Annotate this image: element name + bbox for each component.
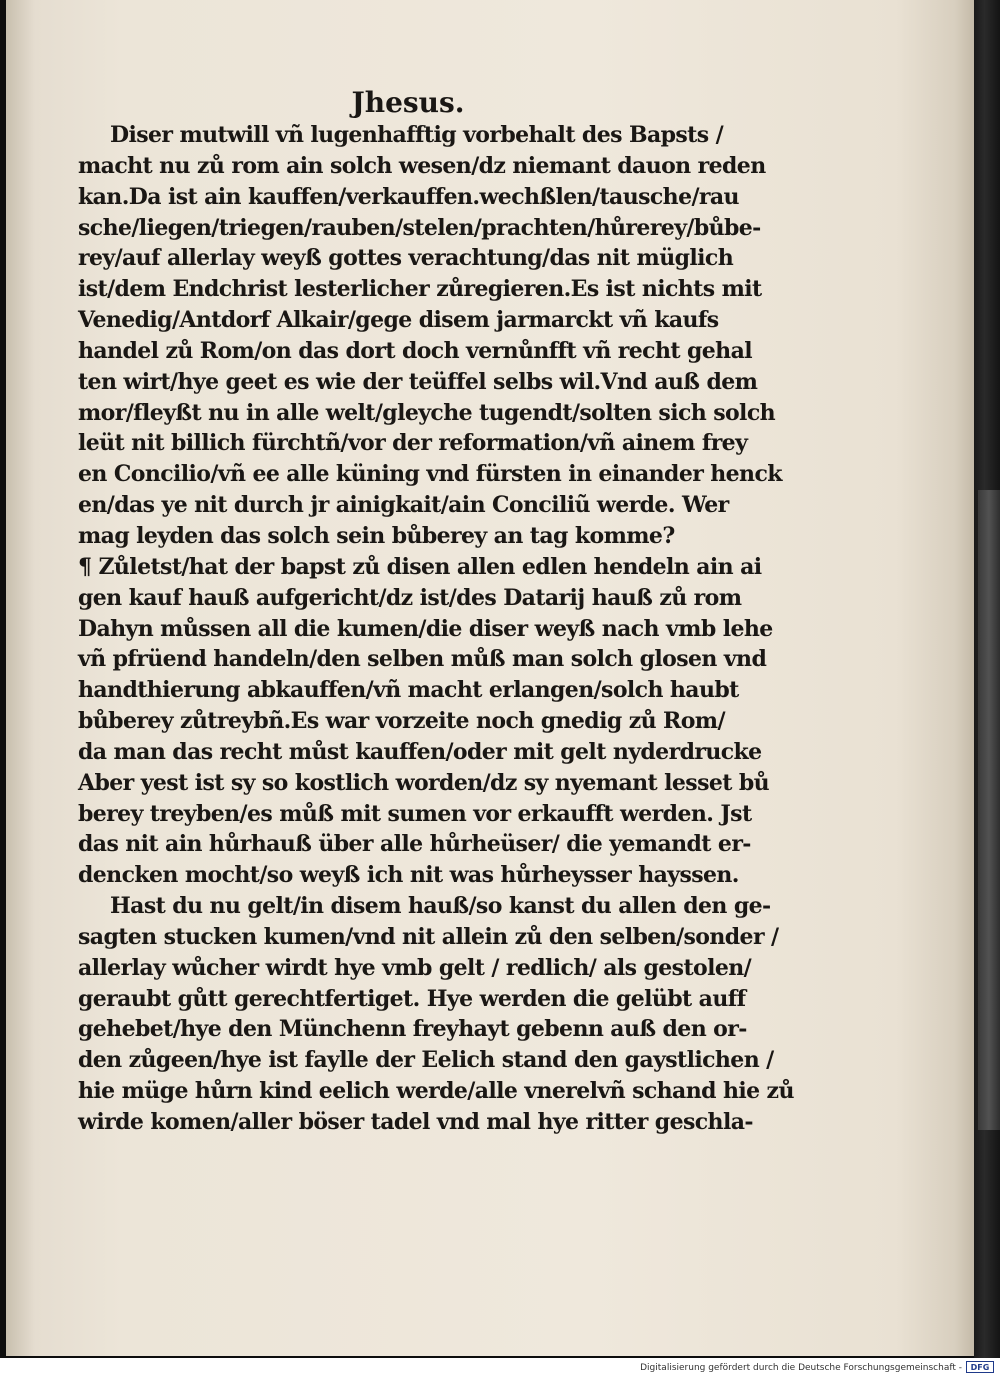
text-line: da man das recht můst kauffen/oder mit gelt nyderdrucke bbox=[78, 738, 762, 765]
text-line: gen kauf hauß aufgericht/dz ist/des Datarij hauß zů rom bbox=[78, 584, 742, 611]
text-line: rey/auf allerlay weyß gottes verachtung/das nit müglich bbox=[78, 245, 734, 272]
text-line: handthierung abkauffen/vñ macht erlangen/solch haubt bbox=[78, 677, 739, 704]
text-line: leüt nit billich fürchtñ/vor der reformation/vñ ainem frey bbox=[78, 430, 748, 457]
text-line: das nit ain hůrhauß über alle hůrheüser/ die yemandt er- bbox=[78, 831, 751, 858]
text-line: ten wirt/hye geet es wie der teüffel selbs wil.Vnd auß dem bbox=[78, 368, 758, 395]
text-line: den zůgeen/hye ist faylle der Eelich stand den gaystlichen / bbox=[78, 1047, 774, 1074]
text-line: sagten stucken kumen/vnd nit allein zů den selben/sonder / bbox=[78, 923, 779, 950]
page-heading: Jhesus. bbox=[351, 86, 465, 119]
text-line: vñ pfrüend handeln/den selben můß man solch glosen vnd bbox=[78, 646, 767, 673]
text-lines bbox=[78, 120, 794, 1138]
text-line: Aber yest ist sy so kostlich worden/dz sy nyemant lesset bů bbox=[78, 769, 770, 796]
text-line: allerlay wůcher wirdt hye vmb gelt / redlich/ als gestolen/ bbox=[78, 954, 752, 981]
text-line: geraubt gůtt gerechtfertiget. Hye werden die gelübt auff bbox=[78, 985, 746, 1012]
text-line: kan.Da ist ain kauffen/verkauffen.wechßlen/tausche/rau bbox=[78, 183, 739, 210]
text-line: Hast du nu gelt/in disem hauß/so kanst du allen den ge- bbox=[110, 893, 771, 920]
text-line: ist/dem Endchrist lesterlicher zůregieren.Es ist nichts mit bbox=[78, 276, 762, 303]
text-line: Diser mutwill vñ lugenhafftig vorbehalt des Bapsts / bbox=[110, 122, 724, 148]
text-line: en/das ye nit durch jr ainigkait/ain Conciliũ werde. Wer bbox=[78, 492, 729, 519]
text-line: Venedig/Antdorf Alkair/gege disem jarmarckt vñ kaufs bbox=[78, 307, 719, 334]
footer-bar bbox=[0, 1358, 1000, 1378]
text-line: ¶ Zůletst/hat der bapst zů disen allen edlen hendeln ain ai bbox=[78, 553, 762, 580]
text-line: hie müge hůrn kind eelich werde/alle vnerelvñ schand hie zů bbox=[78, 1078, 794, 1105]
text-line: mor/fleyßt nu in alle welt/gleyche tugendt/solten sich solch bbox=[78, 399, 776, 426]
text-line: Dahyn můssen all die kumen/die diser weyß nach vmb lehe bbox=[78, 615, 773, 642]
text-line: mag leyden das solch sein bůberey an tag komme? bbox=[78, 522, 675, 549]
book-edge-tab bbox=[978, 490, 1000, 1130]
page-text bbox=[78, 86, 794, 1138]
footer-credit: Digitalisierung gefördert durch die Deutsche Forschungsgemeinschaft - bbox=[640, 1363, 962, 1373]
text-line: handel zů Rom/on das dort doch vernůnfft vñ recht gehal bbox=[78, 337, 752, 364]
text-line: dencken mocht/so weyß ich nit was hůrheysser hayssen. bbox=[78, 862, 739, 889]
text-line: bůberey zůtreybñ.Es war vorzeite noch gnedig zů Rom/ bbox=[78, 708, 725, 735]
text-line: sche/liegen/triegen/rauben/stelen/prachten/hůrerey/bůbe- bbox=[78, 214, 761, 241]
text-line: gehebet/hye den Münchenn freyhayt gebenn auß den or- bbox=[78, 1016, 747, 1043]
text-line: macht nu zů rom ain solch wesen/dz niemant dauon reden bbox=[78, 152, 766, 179]
text-line: wirde komen/aller böser tadel vnd mal hye ritter geschla- bbox=[78, 1109, 753, 1135]
text-line: berey treyben/es můß mit sumen vor erkaufft werden. Jst bbox=[78, 800, 752, 827]
dfg-logo: DFG bbox=[966, 1361, 994, 1373]
text-line: en Concilio/vñ ee alle küning vnd fürsten in einander henck bbox=[78, 461, 782, 488]
